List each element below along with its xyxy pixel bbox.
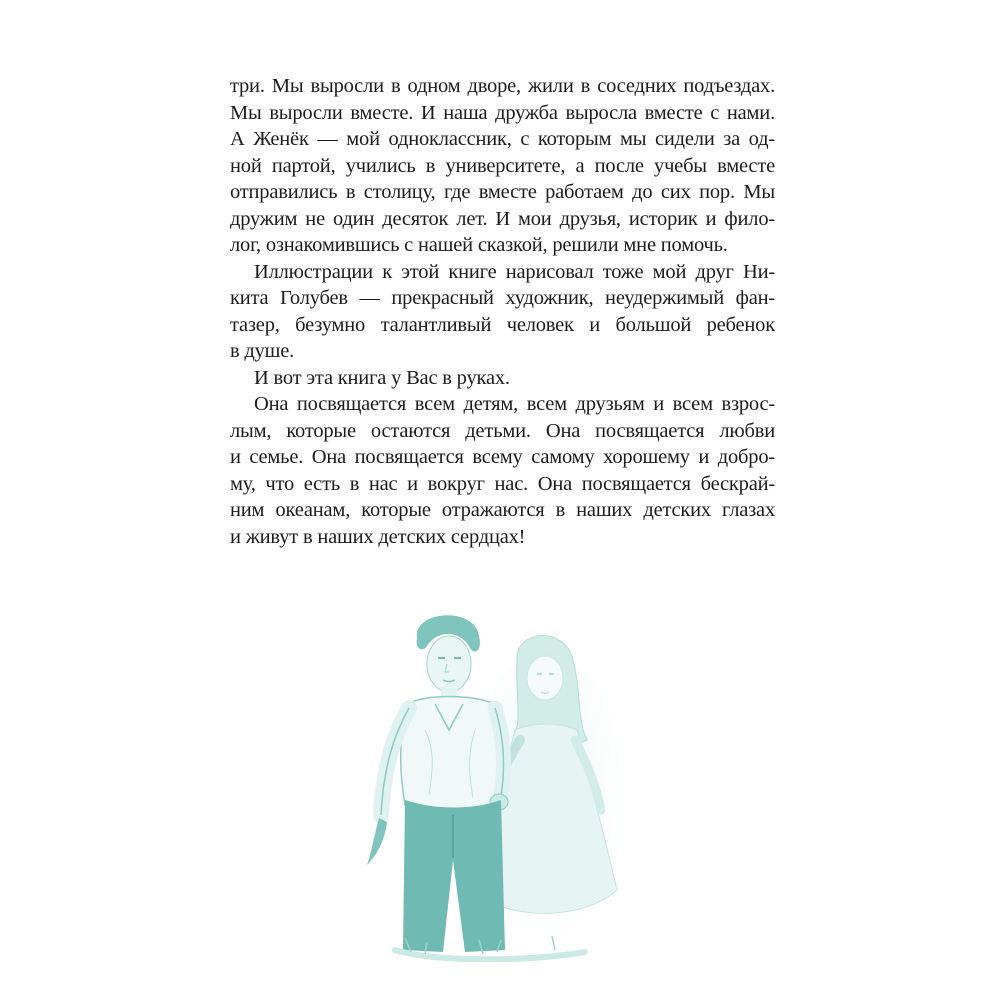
paragraph bbox=[230, 73, 775, 259]
text-line: тазер, безумно талантливый человек и большой ребенок bbox=[230, 313, 775, 336]
text-line: ним океанам, которые отражаются в наших детских глазах bbox=[230, 499, 775, 521]
paragraph bbox=[230, 365, 775, 392]
children-illustration bbox=[355, 600, 645, 970]
text-line: три. Мы выросли в одном дворе, жили в соседних подъездах. bbox=[230, 75, 775, 97]
body-text bbox=[230, 73, 775, 550]
text-line: И вот эта книга у Вас в руках. bbox=[254, 366, 510, 389]
text-line: Она посвящается всем детям, всем друзьям и всем взрос- bbox=[254, 393, 775, 415]
text-line: кита Голубев — прекрасный художник, неудержимый фан- bbox=[230, 287, 775, 309]
text-line: в душе. bbox=[230, 340, 295, 362]
paragraph bbox=[230, 259, 775, 365]
text-line: Мы выросли вместе. И наша дружба выросла вместе с нами. bbox=[230, 101, 775, 124]
text-line: дружим не один десяток лет. И мои друзья, историк и фило- bbox=[230, 207, 775, 230]
text-line: му, что есть в нас и вокруг нас. Она посвящается бескрай- bbox=[230, 472, 775, 495]
text-line: лог, ознакомившись с нашей сказкой, решили мне помочь. bbox=[230, 234, 728, 256]
text-line: лым, которые остаются детьми. Она посвящается любви bbox=[230, 419, 775, 442]
text-line: А Женёк — мой одноклассник, с которым мы сидели за од- bbox=[230, 128, 775, 150]
text-line: отправились в столицу, где вместе работаем до сих пор. Мы bbox=[230, 181, 775, 203]
paragraph bbox=[230, 391, 775, 550]
text-line: и живут в наших детских сердцах! bbox=[230, 525, 526, 548]
text-line: и семье. Она посвящается всему самому хорошему и добро- bbox=[230, 446, 775, 468]
text-line: ной партой, учились в университете, а после учебы вместе bbox=[230, 154, 775, 177]
text-line: Иллюстрации к этой книге нарисовал тоже мой друг Ни- bbox=[254, 260, 775, 283]
